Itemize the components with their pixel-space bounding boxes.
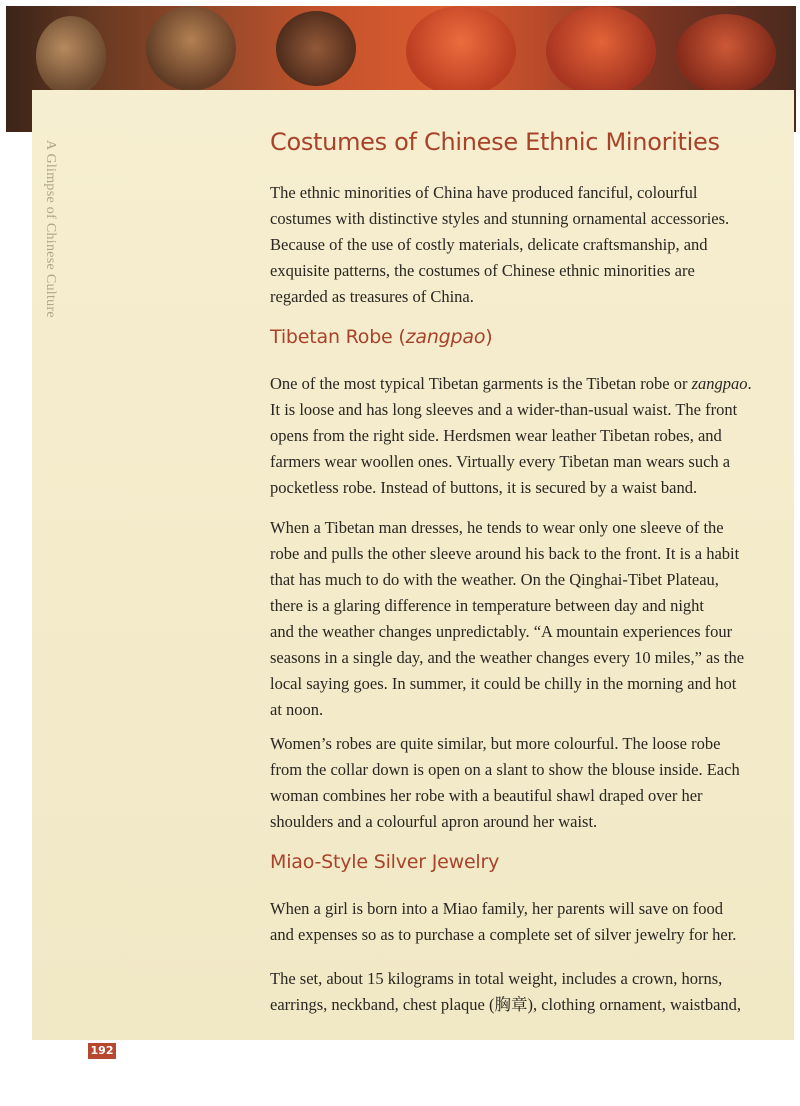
text-segment: One of the most typical Tibetan garments is the Tibetan robe or	[270, 374, 692, 393]
page-number-badge: 192	[88, 1043, 116, 1059]
intro-paragraph	[270, 180, 770, 310]
heading-italic-text: zangpao	[405, 326, 486, 348]
text-line: costumes with distinctive styles and stunning ornamental accessories.	[270, 209, 730, 228]
text-line: exquisite patterns, the costumes of Chinese ethnic minorities are	[270, 261, 695, 280]
section-heading-tibetan-robe	[270, 326, 492, 348]
text-line: pocketless robe. Instead of buttons, it is secured by a waist band.	[270, 478, 698, 497]
tibetan-robe-paragraph-2	[270, 515, 770, 723]
text-line: woman combines her robe with a beautiful shawl draped over her	[270, 786, 703, 805]
lantern-shape	[546, 6, 656, 96]
text-line: and the weather changes unpredictably. “A mountain experiences four	[270, 622, 733, 641]
text-line: The set, about 15 kilograms in total weight, includes a crown, horns,	[270, 969, 723, 988]
miao-paragraph-1	[270, 896, 770, 948]
text-line: robe and pulls the other sleeve around his back to the front. It is a habit	[270, 544, 740, 563]
text-line: at noon.	[270, 700, 324, 719]
miao-paragraph-2	[270, 966, 770, 1018]
text-segment: .	[747, 374, 752, 393]
lantern-shape	[276, 11, 356, 86]
text-line: earrings, neckband, chest plaque (胸章), clothing ornament, waistband,	[270, 995, 742, 1014]
text-line: Because of the use of costly materials, delicate craftsmanship, and	[270, 235, 708, 254]
lantern-shape	[676, 14, 776, 94]
text-line: seasons in a single day, and the weather changes every 10 miles,” as the	[270, 648, 745, 667]
text-line: that has much to do with the weather. On the Qinghai-Tibet Plateau,	[270, 570, 719, 589]
text-line: The ethnic minorities of China have produced fanciful, colourful	[270, 183, 698, 202]
text-line: When a Tibetan man dresses, he tends to wear only one sleeve of the	[270, 518, 724, 537]
text-line: It is loose and has long sleeves and a wider-than-usual waist. The front	[270, 400, 738, 419]
italic-term: zangpao	[691, 374, 748, 393]
lantern-shape	[146, 6, 236, 91]
tibetan-robe-paragraph-3	[270, 731, 770, 835]
lantern-shape	[406, 6, 516, 96]
text-line: shoulders and a colourful apron around her waist.	[270, 812, 598, 831]
text-line: and expenses so as to purchase a complete set of silver jewelry for her.	[270, 925, 737, 944]
heading-text: Tibetan Robe (	[270, 326, 406, 348]
text-line: When a girl is born into a Miao family, her parents will save on food	[270, 899, 724, 918]
text-line: regarded as treasures of China.	[270, 287, 474, 306]
text-line: Women’s robes are quite similar, but more colourful. The loose robe	[270, 734, 721, 753]
text-line: local saying goes. In summer, it could be chilly in the morning and hot	[270, 674, 737, 693]
text-line: there is a glaring difference in temperature between day and night	[270, 596, 705, 615]
text-line: farmers wear woollen ones. Virtually every Tibetan man wears such a	[270, 452, 731, 471]
page-title: Costumes of Chinese Ethnic Minorities	[270, 128, 720, 156]
text-line	[270, 371, 770, 397]
running-title: A Glimpse of Chinese Culture	[43, 140, 58, 318]
section-heading-miao-silver: Miao-Style Silver Jewelry	[270, 851, 500, 873]
lantern-shape	[36, 16, 106, 96]
text-line: opens from the right side. Herdsmen wear leather Tibetan robes, and	[270, 426, 722, 445]
heading-text: )	[485, 326, 493, 348]
text-line: from the collar down is open on a slant to show the blouse inside. Each	[270, 760, 740, 779]
tibetan-robe-paragraph-1	[270, 371, 770, 501]
